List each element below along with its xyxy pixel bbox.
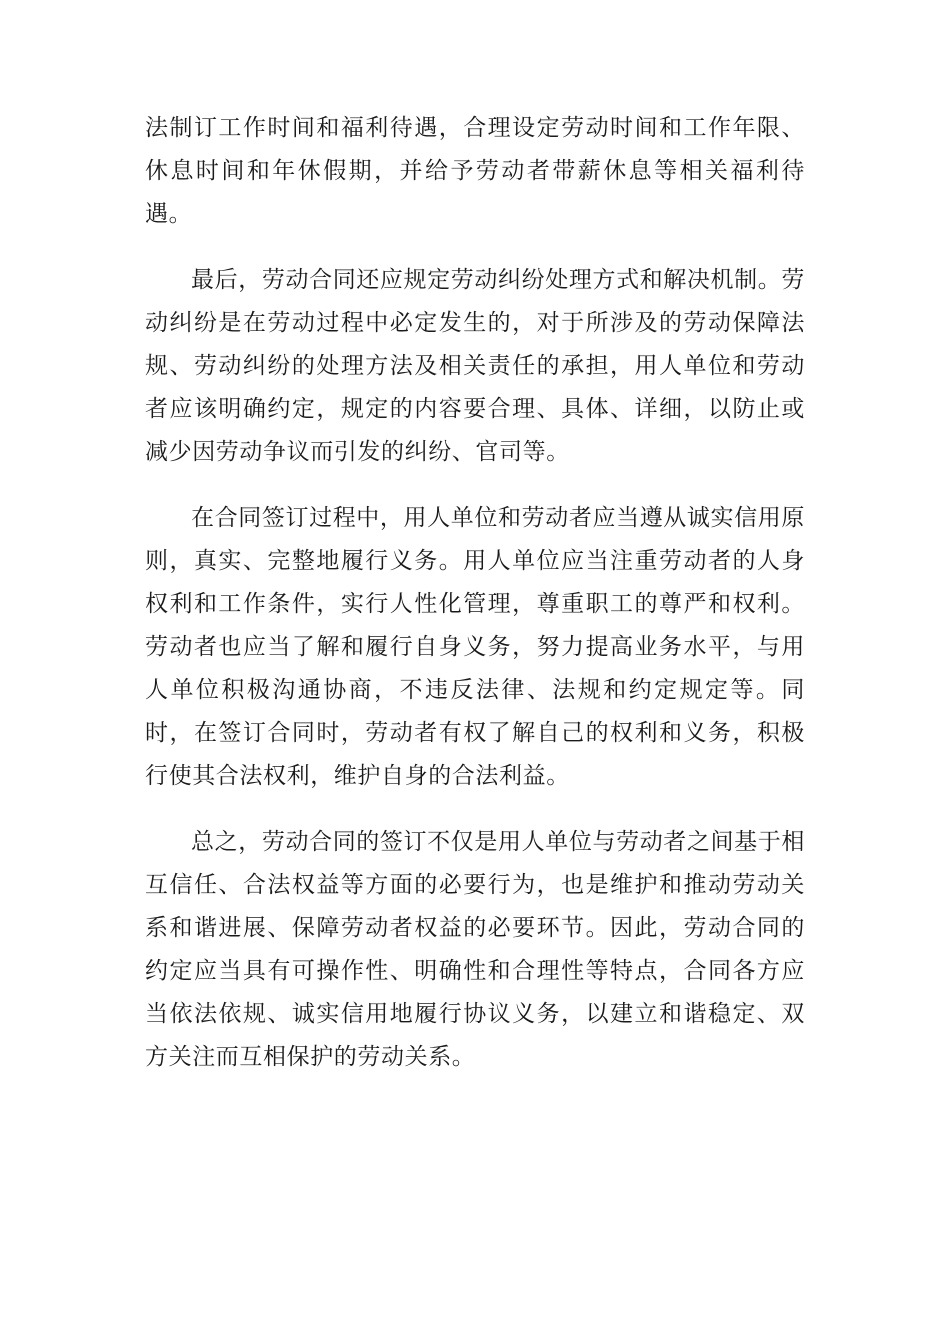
paragraph-dispute-resolution: 最后，劳动合同还应规定劳动纠纷处理方式和解决机制。劳动纠纷是在劳动过程中必定发生的，对于所涉及的劳动保障法规、劳动纠纷的处理方法及相关责任的承担，用人单位和劳动者应该明确约定，规定的内容要合理、具体、详细，以防止或减少因劳动争议而引发的纠纷、官司等。 — [145, 267, 805, 465]
paragraph-continuation: 法制订工作时间和福利待遇，合理设定劳动时间和工作年限、休息时间和年休假期，并给予劳动者带薪休息等相关福利待遇。 — [145, 115, 805, 227]
document-body — [145, 107, 805, 1102]
paragraph-conclusion: 总之，劳动合同的签订不仅是用人单位与劳动者之间基于相互信任、合法权益等方面的必要行为，也是维护和推动劳动关系和谐进展、保障劳动者权益的必要环节。因此，劳动合同的约定应当具有可操作性、明确性和合理性等特点，合同各方应当依法依规、诚实信用地履行协议义务，以建立和谐稳定、双方关注而互相保护的劳动关系。 — [145, 829, 805, 1070]
paragraph-signing-process: 在合同签订过程中，用人单位和劳动者应当遵从诚实信用原则，真实、完整地履行义务。用人单位应当注重劳动者的人身权利和工作条件，实行人性化管理，尊重职工的尊严和权利。劳动者也应当了解和履行自身义务，努力提高业务水平，与用人单位积极沟通协商，不违反法律、法规和约定规定等。同时，在签订合同时，劳动者有权了解自己的权利和义务，积极行使其合法权利，维护自身的合法利益。 — [145, 505, 805, 789]
